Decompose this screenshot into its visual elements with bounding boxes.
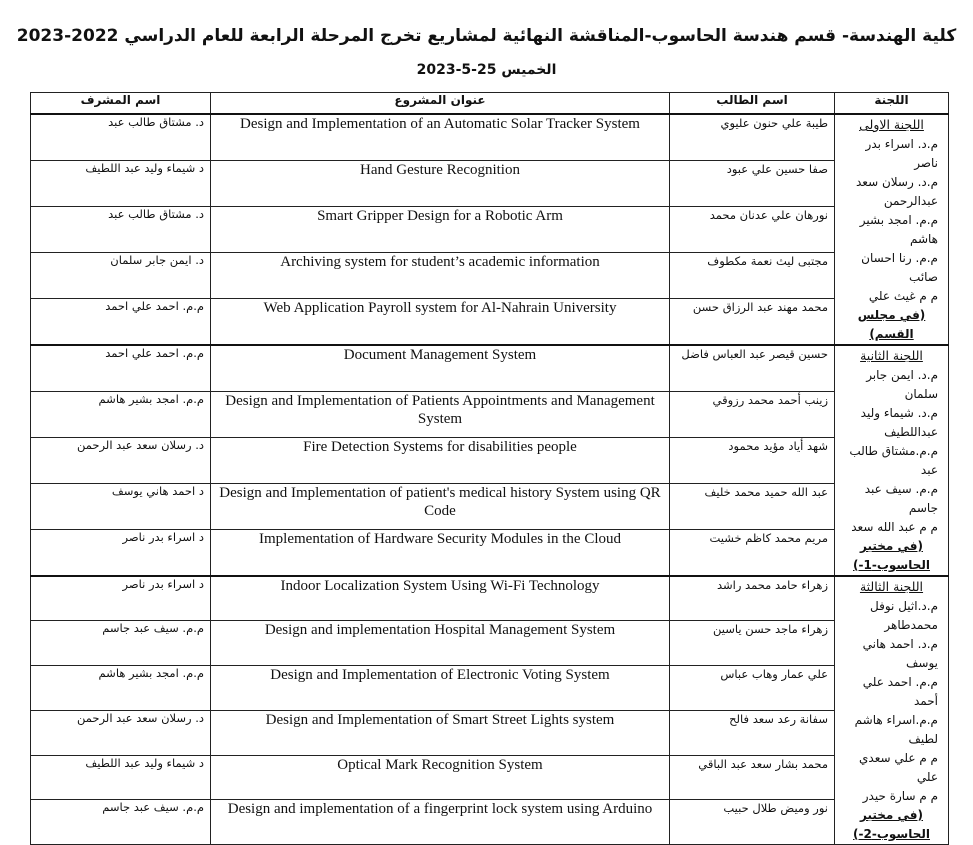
committee-member: م.د. احمد هاني يوسف <box>862 637 938 670</box>
document-title: كلية الهندسة- قسم هندسة الحاسوب-المناقشة النهائية لمشاريع تخرج المرحلة الرابعة للعام الدراسي 2022-2023 <box>16 26 957 46</box>
student-name-cell: مجتبى ليث نعمة مكطوف <box>670 253 835 299</box>
project-title-cell: Archiving system for student’s academic information <box>211 253 670 299</box>
student-name-cell: علي عمار وهاب عباس <box>670 666 835 711</box>
committee-member: م.م.اسراء هاشم لطيف <box>854 713 938 746</box>
committee-member: م م عبد الله سعد <box>851 520 938 534</box>
schedule-table <box>30 92 949 845</box>
student-name-cell: سفانة رعد سعد فالح <box>670 710 835 755</box>
student-name-cell: صفا حسين علي عبود <box>670 160 835 206</box>
project-title-cell: Design and Implementation of an Automatic Solar Tracker System <box>211 114 670 160</box>
project-title-cell: Fire Detection Systems for disabilities people <box>211 437 670 483</box>
supervisor-name-cell: م.م. سيف عبد جاسم <box>31 621 211 666</box>
column-header-project: عنوان المشروع <box>211 93 670 115</box>
supervisor-name-cell: د شيماء وليد عبد اللطيف <box>31 755 211 800</box>
project-title-cell: Smart Gripper Design for a Robotic Arm <box>211 206 670 252</box>
table-row <box>31 437 949 483</box>
committee-member: م.م.مشتاق طالب عبد <box>849 444 938 477</box>
supervisor-name-cell: د. ايمن جابر سلمان <box>31 253 211 299</box>
committee-location: (في مختبر الحاسوب-2-) <box>853 808 930 841</box>
student-name-cell: محمد مهند عبد الرزاق حسن <box>670 299 835 345</box>
project-title-cell: Optical Mark Recognition System <box>211 755 670 800</box>
column-header-supervisor: اسم المشرف <box>31 93 211 115</box>
supervisor-name-cell: م.م. احمد علي احمد <box>31 299 211 345</box>
student-name-cell: طيبة علي حنون عليوي <box>670 114 835 160</box>
supervisor-name-cell: د. رسلان سعد عبد الرحمن <box>31 437 211 483</box>
table-header-row <box>31 93 949 115</box>
project-title-cell: Hand Gesture Recognition <box>211 160 670 206</box>
table-row <box>31 299 949 345</box>
table-row <box>31 666 949 711</box>
supervisor-name-cell: د. مشتاق طالب عبد <box>31 206 211 252</box>
table-row <box>31 484 949 530</box>
student-name-cell: زينب أحمد محمد رزوقي <box>670 391 835 437</box>
committee-member: م م علي سعدي علي <box>859 751 938 784</box>
project-title-cell: Design and Implementation of Patients Appointments and Management System <box>211 391 670 437</box>
supervisor-name-cell: د اسراء بدر ناصر <box>31 530 211 576</box>
committee-title: اللجنة الاولى <box>859 117 924 132</box>
student-name-cell: مريم محمد كاظم خشيت <box>670 530 835 576</box>
committee-member: م م سارة حيدر <box>862 789 938 803</box>
table-row <box>31 114 949 160</box>
project-title-cell: Document Management System <box>211 345 670 391</box>
table-row <box>31 391 949 437</box>
table-row <box>31 621 949 666</box>
project-title-cell: Design and Implementation of Smart Street Lights system <box>211 710 670 755</box>
table-row <box>31 755 949 800</box>
supervisor-name-cell: د. رسلان سعد عبد الرحمن <box>31 710 211 755</box>
supervisor-name-cell: د احمد هاني يوسف <box>31 484 211 530</box>
table-row <box>31 345 949 391</box>
project-title-cell: Indoor Localization System Using Wi-Fi Technology <box>211 576 670 621</box>
committee-cell <box>835 576 949 845</box>
supervisor-name-cell: د شيماء وليد عبد اللطيف <box>31 160 211 206</box>
project-title-cell: Design and implementation of a fingerprint lock system using Arduino <box>211 800 670 845</box>
project-title-cell: Web Application Payroll system for Al-Nahrain University <box>211 299 670 345</box>
committee-member: م م غيث علي <box>868 289 938 303</box>
committee-member: م.م. امجد بشير هاشم <box>859 213 938 246</box>
committee-member: م.د. ايمن جابر سلمان <box>866 368 938 401</box>
supervisor-name-cell: م.م. سيف عبد جاسم <box>31 800 211 845</box>
table-row <box>31 160 949 206</box>
committee-member: م.د. اسراء بدر ناصر <box>865 137 938 170</box>
project-title-cell: Design and Implementation of Electronic Voting System <box>211 666 670 711</box>
table-row <box>31 530 949 576</box>
committee-cell <box>835 345 949 576</box>
table-row <box>31 800 949 845</box>
supervisor-name-cell: د. مشتاق طالب عبد <box>31 114 211 160</box>
committee-member: م.م. احمد علي أحمد <box>862 675 938 708</box>
committee-title: اللجنة الثانية <box>860 348 923 363</box>
committee-title: اللجنة الثالثة <box>859 579 924 594</box>
student-name-cell: عبد الله حميد محمد خليف <box>670 484 835 530</box>
table-row <box>31 576 949 621</box>
committee-member: م.م. رنا احسان صائب <box>861 251 938 284</box>
student-name-cell: حسين قيصر عبد العباس فاضل <box>670 345 835 391</box>
student-name-cell: زهراء حامد محمد راشد <box>670 576 835 621</box>
supervisor-name-cell: م.م. احمد علي احمد <box>31 345 211 391</box>
student-name-cell: نورهان علي عدنان محمد <box>670 206 835 252</box>
project-title-cell: Design and Implementation of patient's medical history System using QR Code <box>211 484 670 530</box>
project-title-cell: Design and implementation Hospital Management System <box>211 621 670 666</box>
committee-cell <box>835 114 949 345</box>
table-row <box>31 206 949 252</box>
committee-member: م.م. سيف عبد جاسم <box>864 482 938 515</box>
committee-member: م.د. شيماء وليد عبداللطيف <box>860 406 938 439</box>
supervisor-name-cell: م.م. امجد بشير هاشم <box>31 666 211 711</box>
student-name-cell: زهراء ماجد حسن ياسين <box>670 621 835 666</box>
project-title-cell: Implementation of Hardware Security Modules in the Cloud <box>211 530 670 576</box>
student-name-cell: شهد أياد مؤيد محمود <box>670 437 835 483</box>
committee-location: (في مختبر الحاسوب-1-) <box>853 539 930 572</box>
table-row <box>31 253 949 299</box>
document-date: الخميس 25-5-2023 <box>416 62 557 78</box>
committee-member: م.د. رسلان سعد عبدالرحمن <box>856 175 938 208</box>
table-row <box>31 710 949 755</box>
column-header-committee: اللجنة <box>835 93 949 115</box>
student-name-cell: نور وميض طلال حبيب <box>670 800 835 845</box>
table-body <box>31 114 949 845</box>
column-header-student: اسم الطالب <box>670 93 835 115</box>
committee-location: (في مجلس القسم) <box>857 308 926 341</box>
committee-member: م.د.اثيل نوفل محمدطاهر <box>870 599 938 632</box>
student-name-cell: محمد بشار سعد عبد الباقي <box>670 755 835 800</box>
supervisor-name-cell: د اسراء بدر ناصر <box>31 576 211 621</box>
supervisor-name-cell: م.م. امجد بشير هاشم <box>31 391 211 437</box>
